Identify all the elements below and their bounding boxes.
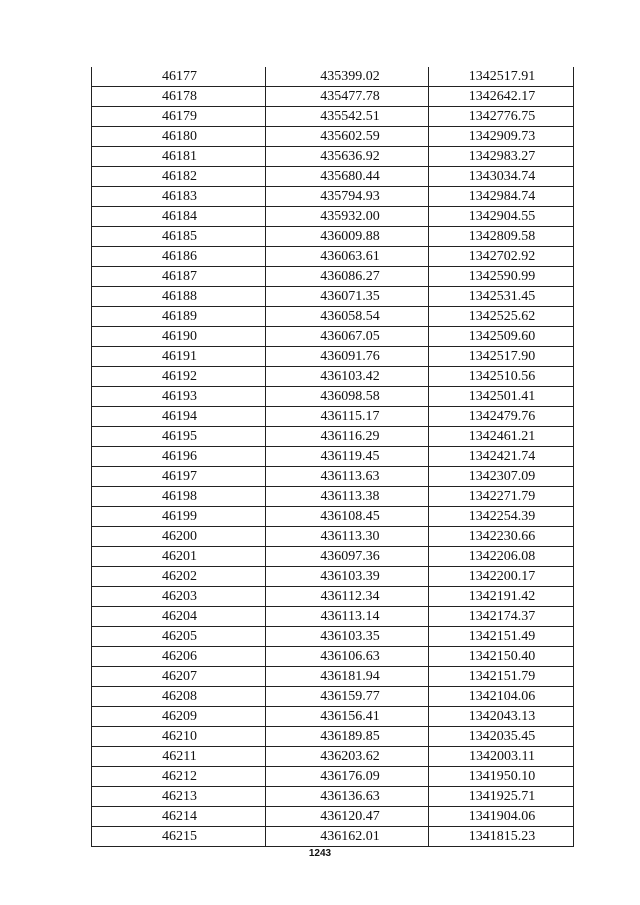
- x-coordinate-cell: 436119.45: [266, 447, 429, 467]
- point-id-cell: 46213: [92, 787, 266, 807]
- y-coordinate-cell: 1342191.42: [429, 587, 574, 607]
- x-coordinate-cell: 436203.62: [266, 747, 429, 767]
- point-id-cell: 46205: [92, 627, 266, 647]
- point-id-cell: 46184: [92, 207, 266, 227]
- table-row: [92, 747, 574, 767]
- y-coordinate-cell: 1342271.79: [429, 487, 574, 507]
- table-row: [92, 447, 574, 467]
- y-coordinate-cell: 1342206.08: [429, 547, 574, 567]
- x-coordinate-cell: 436106.63: [266, 647, 429, 667]
- y-coordinate-cell: 1342035.45: [429, 727, 574, 747]
- point-id-cell: 46188: [92, 287, 266, 307]
- x-coordinate-cell: 435932.00: [266, 207, 429, 227]
- table-row: [92, 627, 574, 647]
- y-coordinate-cell: 1341904.06: [429, 807, 574, 827]
- y-coordinate-cell: 1342509.60: [429, 327, 574, 347]
- point-id-cell: 46181: [92, 147, 266, 167]
- x-coordinate-cell: 435680.44: [266, 167, 429, 187]
- y-coordinate-cell: 1342230.66: [429, 527, 574, 547]
- y-coordinate-cell: 1342702.92: [429, 247, 574, 267]
- x-coordinate-cell: 436108.45: [266, 507, 429, 527]
- x-coordinate-cell: 436112.34: [266, 587, 429, 607]
- point-id-cell: 46199: [92, 507, 266, 527]
- point-id-cell: 46214: [92, 807, 266, 827]
- table-row: [92, 247, 574, 267]
- x-coordinate-cell: 436071.35: [266, 287, 429, 307]
- point-id-cell: 46203: [92, 587, 266, 607]
- table-row: [92, 407, 574, 427]
- table-row: [92, 327, 574, 347]
- x-coordinate-cell: 436113.63: [266, 467, 429, 487]
- point-id-cell: 46189: [92, 307, 266, 327]
- table-row: [92, 607, 574, 627]
- table-row: [92, 507, 574, 527]
- y-coordinate-cell: 1342479.76: [429, 407, 574, 427]
- point-id-cell: 46185: [92, 227, 266, 247]
- point-id-cell: 46192: [92, 367, 266, 387]
- table-row: [92, 427, 574, 447]
- y-coordinate-cell: 1342984.74: [429, 187, 574, 207]
- table-row: [92, 207, 574, 227]
- y-coordinate-cell: 1342517.90: [429, 347, 574, 367]
- table-row: [92, 347, 574, 367]
- x-coordinate-cell: 436103.42: [266, 367, 429, 387]
- point-id-cell: 46196: [92, 447, 266, 467]
- point-id-cell: 46209: [92, 707, 266, 727]
- x-coordinate-cell: 436086.27: [266, 267, 429, 287]
- point-id-cell: 46215: [92, 827, 266, 847]
- x-coordinate-cell: 436113.38: [266, 487, 429, 507]
- x-coordinate-cell: 435399.02: [266, 67, 429, 87]
- y-coordinate-cell: 1342909.73: [429, 127, 574, 147]
- point-id-cell: 46201: [92, 547, 266, 567]
- x-coordinate-cell: 436159.77: [266, 687, 429, 707]
- point-id-cell: 46190: [92, 327, 266, 347]
- x-coordinate-cell: 435636.92: [266, 147, 429, 167]
- y-coordinate-cell: 1342531.45: [429, 287, 574, 307]
- table-row: [92, 267, 574, 287]
- y-coordinate-cell: 1342642.17: [429, 87, 574, 107]
- y-coordinate-cell: 1342421.74: [429, 447, 574, 467]
- x-coordinate-cell: 436189.85: [266, 727, 429, 747]
- y-coordinate-cell: 1342150.40: [429, 647, 574, 667]
- table-row: [92, 647, 574, 667]
- point-id-cell: 46191: [92, 347, 266, 367]
- table-row: [92, 87, 574, 107]
- table-row: [92, 167, 574, 187]
- page-number: 1243: [308, 848, 332, 859]
- y-coordinate-cell: 1342809.58: [429, 227, 574, 247]
- x-coordinate-cell: 436162.01: [266, 827, 429, 847]
- table-row: [92, 307, 574, 327]
- point-id-cell: 46186: [92, 247, 266, 267]
- y-coordinate-cell: 1342174.37: [429, 607, 574, 627]
- y-coordinate-cell: 1342590.99: [429, 267, 574, 287]
- table-row: [92, 187, 574, 207]
- table-row: [92, 67, 574, 87]
- y-coordinate-cell: 1342904.55: [429, 207, 574, 227]
- table-row: [92, 287, 574, 307]
- x-coordinate-cell: 436113.14: [266, 607, 429, 627]
- coordinate-table: [91, 67, 574, 847]
- table-row: [92, 787, 574, 807]
- point-id-cell: 46197: [92, 467, 266, 487]
- x-coordinate-cell: 436136.63: [266, 787, 429, 807]
- point-id-cell: 46208: [92, 687, 266, 707]
- y-coordinate-cell: 1342104.06: [429, 687, 574, 707]
- point-id-cell: 46187: [92, 267, 266, 287]
- point-id-cell: 46202: [92, 567, 266, 587]
- y-coordinate-cell: 1342151.79: [429, 667, 574, 687]
- point-id-cell: 46178: [92, 87, 266, 107]
- x-coordinate-cell: 436058.54: [266, 307, 429, 327]
- x-coordinate-cell: 435542.51: [266, 107, 429, 127]
- x-coordinate-cell: 436116.29: [266, 427, 429, 447]
- y-coordinate-cell: 1342200.17: [429, 567, 574, 587]
- point-id-cell: 46210: [92, 727, 266, 747]
- x-coordinate-cell: 436103.39: [266, 567, 429, 587]
- y-coordinate-cell: 1342776.75: [429, 107, 574, 127]
- point-id-cell: 46211: [92, 747, 266, 767]
- point-id-cell: 46179: [92, 107, 266, 127]
- x-coordinate-cell: 436156.41: [266, 707, 429, 727]
- x-coordinate-cell: 436091.76: [266, 347, 429, 367]
- x-coordinate-cell: 436098.58: [266, 387, 429, 407]
- point-id-cell: 46195: [92, 427, 266, 447]
- y-coordinate-cell: 1342983.27: [429, 147, 574, 167]
- table-row: [92, 567, 574, 587]
- table-row: [92, 687, 574, 707]
- point-id-cell: 46200: [92, 527, 266, 547]
- x-coordinate-cell: 436067.05: [266, 327, 429, 347]
- table-body: [92, 67, 574, 847]
- table-row: [92, 227, 574, 247]
- x-coordinate-cell: 435477.78: [266, 87, 429, 107]
- y-coordinate-cell: 1342461.21: [429, 427, 574, 447]
- table-row: [92, 827, 574, 847]
- x-coordinate-cell: 435602.59: [266, 127, 429, 147]
- point-id-cell: 46193: [92, 387, 266, 407]
- table-row: [92, 467, 574, 487]
- y-coordinate-cell: 1341950.10: [429, 767, 574, 787]
- point-id-cell: 46207: [92, 667, 266, 687]
- point-id-cell: 46182: [92, 167, 266, 187]
- y-coordinate-cell: 1342043.13: [429, 707, 574, 727]
- x-coordinate-cell: 435794.93: [266, 187, 429, 207]
- point-id-cell: 46177: [92, 67, 266, 87]
- y-coordinate-cell: 1342501.41: [429, 387, 574, 407]
- point-id-cell: 46204: [92, 607, 266, 627]
- table-row: [92, 107, 574, 127]
- y-coordinate-cell: 1343034.74: [429, 167, 574, 187]
- table-row: [92, 707, 574, 727]
- table-row: [92, 767, 574, 787]
- x-coordinate-cell: 436120.47: [266, 807, 429, 827]
- y-coordinate-cell: 1341815.23: [429, 827, 574, 847]
- y-coordinate-cell: 1342151.49: [429, 627, 574, 647]
- table-row: [92, 487, 574, 507]
- x-coordinate-cell: 436176.09: [266, 767, 429, 787]
- y-coordinate-cell: 1342254.39: [429, 507, 574, 527]
- point-id-cell: 46194: [92, 407, 266, 427]
- table-row: [92, 147, 574, 167]
- y-coordinate-cell: 1342003.11: [429, 747, 574, 767]
- table-row: [92, 587, 574, 607]
- point-id-cell: 46212: [92, 767, 266, 787]
- x-coordinate-cell: 436097.36: [266, 547, 429, 567]
- x-coordinate-cell: 436113.30: [266, 527, 429, 547]
- x-coordinate-cell: 436103.35: [266, 627, 429, 647]
- x-coordinate-cell: 436009.88: [266, 227, 429, 247]
- point-id-cell: 46183: [92, 187, 266, 207]
- y-coordinate-cell: 1342525.62: [429, 307, 574, 327]
- table-row: [92, 367, 574, 387]
- y-coordinate-cell: 1341925.71: [429, 787, 574, 807]
- table-row: [92, 547, 574, 567]
- table-row: [92, 527, 574, 547]
- point-id-cell: 46180: [92, 127, 266, 147]
- point-id-cell: 46206: [92, 647, 266, 667]
- y-coordinate-cell: 1342517.91: [429, 67, 574, 87]
- table-row: [92, 127, 574, 147]
- x-coordinate-cell: 436063.61: [266, 247, 429, 267]
- table-row: [92, 667, 574, 687]
- x-coordinate-cell: 436115.17: [266, 407, 429, 427]
- table-row: [92, 387, 574, 407]
- y-coordinate-cell: 1342510.56: [429, 367, 574, 387]
- table-row: [92, 807, 574, 827]
- table-row: [92, 727, 574, 747]
- y-coordinate-cell: 1342307.09: [429, 467, 574, 487]
- point-id-cell: 46198: [92, 487, 266, 507]
- x-coordinate-cell: 436181.94: [266, 667, 429, 687]
